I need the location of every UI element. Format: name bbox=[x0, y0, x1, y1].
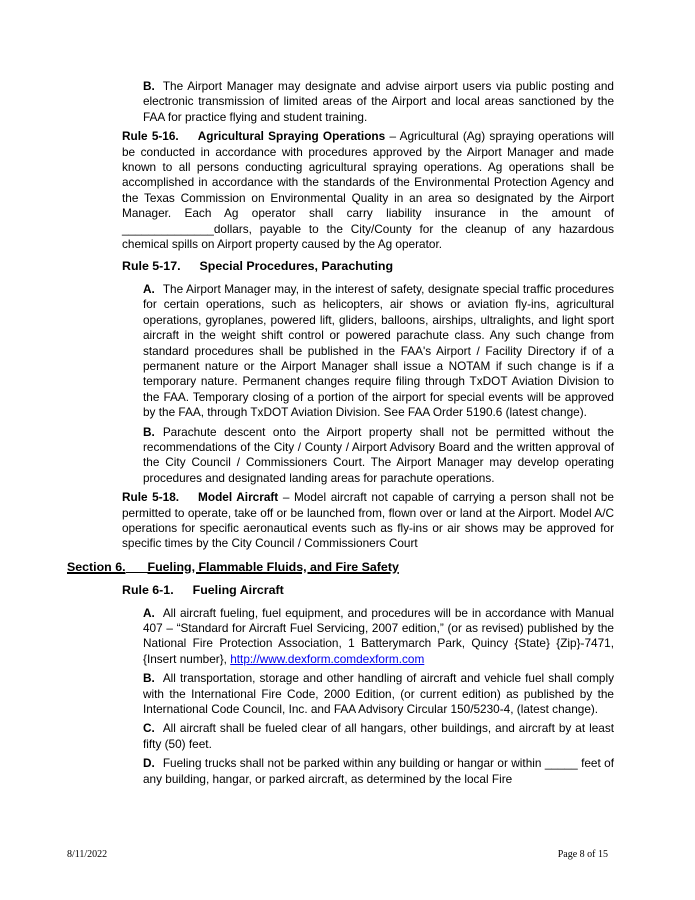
rule-number: Rule 5-18. bbox=[122, 490, 180, 505]
paragraph-text: Fueling trucks shall not be parked within any building or hangar or within _____ feet of any building, hangar, or parked aircraft, as determined by the local Fire bbox=[143, 756, 614, 786]
rule-5-18-paragraph bbox=[122, 490, 614, 552]
rule-body-text: – Agricultural (Ag) spraying operations will be conducted in accordance with procedures approved by the Airport Manager and made known to all persons conducting agricultural spraying operations. Ag operations shall be accomplished in accordance with the standards of the Environmental Protection Agency and the Texas Commission on Environmental Quality in an area so designated by the Airport Manager. Each Ag operator shall carry liability insurance in the amount of ______________dollars, payable to the City/County for the cleanup of any hazardous chemical spills on Airport property caused by the Ag operator. bbox=[122, 129, 614, 252]
rule-number: Rule 5-16. bbox=[122, 129, 179, 144]
paragraph-label: D. bbox=[143, 756, 155, 771]
footer-page-number: Page 8 of 15 bbox=[557, 849, 608, 860]
paragraph-text: All aircraft fueling, fuel equipment, and procedures will be in accordance with Manual 407 – “Standard for Aircraft Fuel Servicing, 2007 edition,” (or as revised) published by the National Fire Protection Association, 1 Batterymarch Park, Quincy {State} {Zip}-7471, {Insert number}, bbox=[143, 605, 614, 666]
rule-number: Rule 6-1. bbox=[122, 583, 174, 598]
paragraph-text: All aircraft shall be fueled clear of all hangars, other buildings, and aircraft by at least fifty (50) feet. bbox=[143, 721, 614, 751]
underlined-tab-spacer bbox=[126, 572, 148, 573]
rule-title: Model Aircraft bbox=[198, 490, 279, 505]
paragraph-text: The Airport Manager may designate and advise airport users via public posting and electronic transmission of limited areas of the Airport and local areas sanctioned by the FAA for practice flying and student training. bbox=[143, 79, 614, 124]
section-title: Fueling, Flammable Fluids, and Fire Safety bbox=[147, 559, 399, 574]
paragraph-c-fuel-clearance bbox=[143, 721, 614, 752]
paragraph-label: A. bbox=[143, 605, 155, 620]
paragraph-a-fueling-standards bbox=[143, 606, 614, 668]
paragraph-label: B. bbox=[143, 424, 155, 439]
paragraph-label: C. bbox=[143, 721, 155, 736]
page-footer bbox=[67, 849, 608, 861]
rule-title: Fueling Aircraft bbox=[192, 583, 284, 598]
section-number: Section 6. bbox=[67, 559, 126, 574]
paragraph-text: Parachute descent onto the Airport property shall not be permitted without the recommendations of the City / County / Airport Advisory Board and the written approval of the City Council / Commissioners Court. The Airport Manager may develop operating procedures and designated landing areas for parachute operations. bbox=[143, 424, 614, 485]
footer-date: 8/11/2022 bbox=[67, 849, 108, 860]
paragraph-b-parachute-descent bbox=[143, 425, 614, 487]
paragraph-a-special-traffic bbox=[143, 282, 614, 421]
rule-title: Agricultural Spraying Operations bbox=[197, 129, 386, 144]
paragraph-label: B. bbox=[143, 79, 155, 93]
section-6-heading bbox=[67, 560, 614, 575]
rule-number: Rule 5-17. bbox=[122, 259, 181, 274]
paragraph-label: B. bbox=[143, 671, 155, 686]
paragraph-d-fueling-trucks bbox=[143, 756, 614, 787]
rule-5-17-heading bbox=[122, 259, 614, 274]
rule-5-16-paragraph bbox=[122, 129, 614, 252]
paragraph-text: All transportation, storage and other handling of aircraft and vehicle fuel shall comply with the International Fire Code, 2000 Edition, (or current edition) as published by the International Code Council, Inc. and FAA Advisory Circular 150/5230-4, (latest change). bbox=[143, 671, 614, 717]
dexform-link[interactable]: http://www.dexform.comdexform.com bbox=[230, 651, 425, 666]
paragraph-b-fuel-transport bbox=[143, 671, 614, 717]
rule-title: Special Procedures, Parachuting bbox=[199, 259, 394, 274]
document-content bbox=[67, 79, 614, 791]
paragraph-text: The Airport Manager may, in the interest of safety, designate special traffic procedures for certain operations, such as helicopters, air shows or aviation fly-ins, agricultural operations, gyroplanes, powered lift, gliders, balloons, airships, ultralights, and light sport aircraft in the weight shift control or powered parachute class. Any such change from standard procedures shall be published in the FAA's Airport / Facility Directory if of a permanent nature or the Airport Manager shall issue a NOTAM if such change is if a temporary nature. Permanent changes require filing through TxDOT Aviation Division to the FAA. Temporary closing of a portion of the airport for special events will be approved by the FAA, through TxDOT Aviation Division. See FAA Order 5190.6 (latest change). bbox=[143, 281, 614, 420]
rule-body-text: – Model aircraft not capable of carrying a person shall not be permitted to operate, take off or be launched from, flown over or land at the Airport. Model A/C operations for specific aeronautical events such as fly-ins or air shows may be approved for specific times by the City Council / Commissioners Court bbox=[122, 490, 614, 551]
paragraph-b-public-posting bbox=[143, 79, 614, 125]
paragraph-label: A. bbox=[143, 281, 155, 296]
rule-6-1-heading bbox=[122, 583, 614, 598]
